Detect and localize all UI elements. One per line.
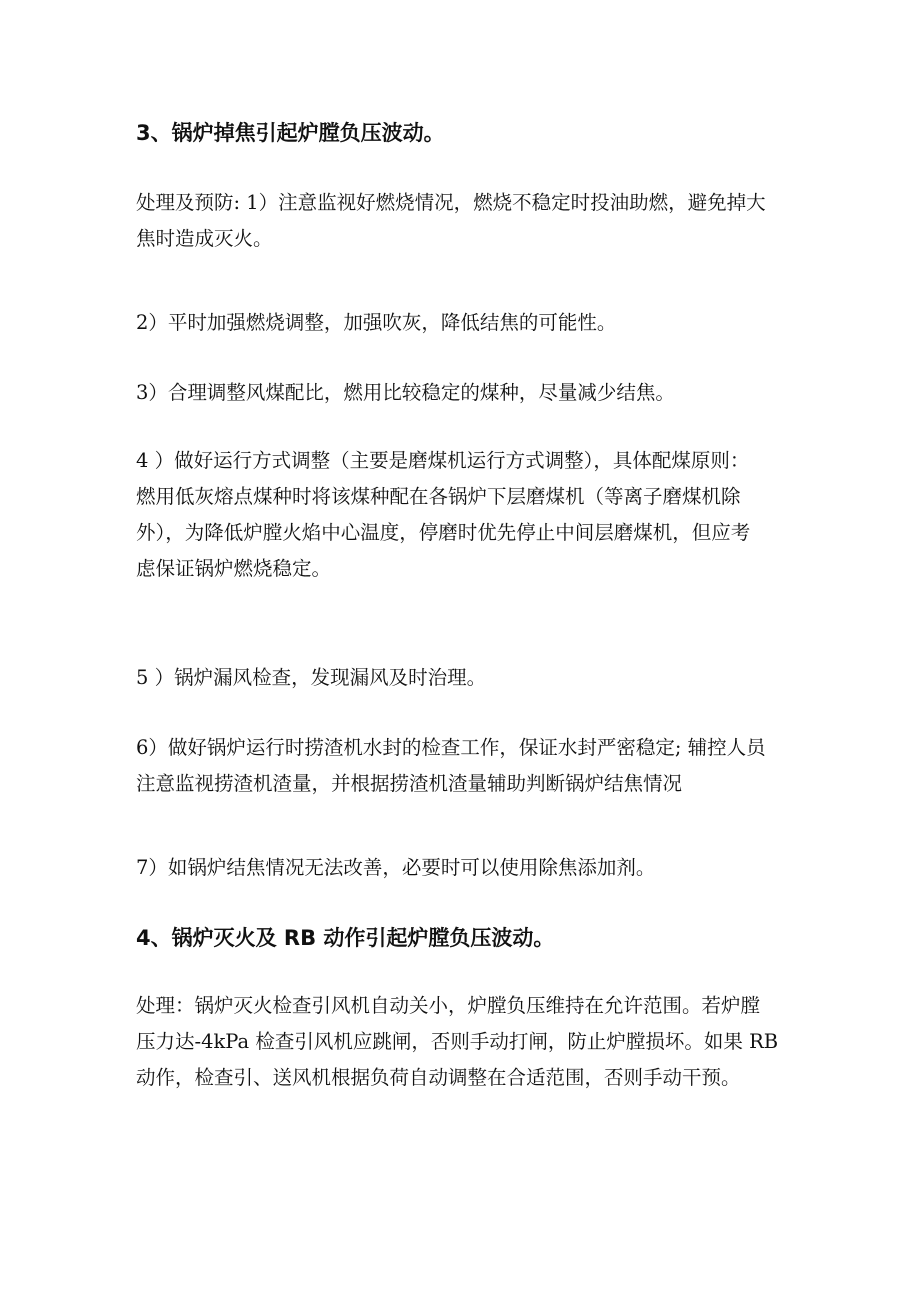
paragraph-line: 压力达-4kPa 检查引风机应跳闸，否则手动打闸，防止炉膛损坏。如果 RB	[136, 1030, 779, 1053]
section-3-item-3	[136, 375, 796, 411]
paragraph-line: 6）做好锅炉运行时捞渣机水封的检查工作，保证水封严密稳定; 辅控人员	[136, 736, 766, 759]
section-3-item-6	[136, 730, 796, 802]
paragraph-line: 处理：锅炉灭火检查引风机自动关小，炉膛负压维持在允许范围。若炉膛	[136, 994, 761, 1017]
section-3-item-4	[136, 443, 796, 587]
paragraph-line: 燃用低灰熔点煤种时将该煤种配在各锅炉下层磨煤机（等离子磨煤机除	[136, 485, 741, 508]
section-3-heading: 3、锅炉掉焦引起炉膛负压波动。	[136, 121, 445, 145]
section-3-item-7	[136, 850, 796, 886]
section-3-intro-paragraph	[136, 185, 796, 257]
paragraph-line: 5 ）锅炉漏风检查，发现漏风及时治理。	[136, 666, 487, 689]
paragraph-line: 注意监视捞渣机渣量，并根据捞渣机渣量辅助判断锅炉结焦情况	[136, 772, 683, 795]
section-4-body-paragraph	[136, 988, 796, 1096]
paragraph-line: 动作，检查引、送风机根据负荷自动调整在合适范围，否则手动干预。	[136, 1066, 741, 1089]
paragraph-line: 3）合理调整风煤配比，燃用比较稳定的煤种，尽量减少结焦。	[136, 381, 675, 404]
paragraph-line: 4 ）做好运行方式调整（主要是磨煤机运行方式调整），具体配煤原则：	[136, 449, 750, 472]
section-3-item-5	[136, 660, 796, 696]
paragraph-line: 虑保证锅炉燃烧稳定。	[136, 557, 332, 580]
paragraph-line: 2）平时加强燃烧调整，加强吹灰，降低结焦的可能性。	[136, 311, 617, 334]
paragraph-line: 7）如锅炉结焦情况无法改善，必要时可以使用除焦添加剂。	[136, 856, 656, 879]
section-3-item-2	[136, 305, 796, 341]
paragraph-line: 外），为降低炉膛火焰中心温度，停磨时优先停止中间层磨煤机，但应考	[136, 521, 751, 544]
section-4-heading: 4、锅炉灭火及 RB 动作引起炉膛负压波动。	[136, 926, 555, 950]
paragraph-line: 处理及预防: 1）注意监视好燃烧情况，燃烧不稳定时投油助燃，避免掉大	[136, 191, 766, 214]
paragraph-line: 焦时造成灭火。	[136, 227, 273, 250]
